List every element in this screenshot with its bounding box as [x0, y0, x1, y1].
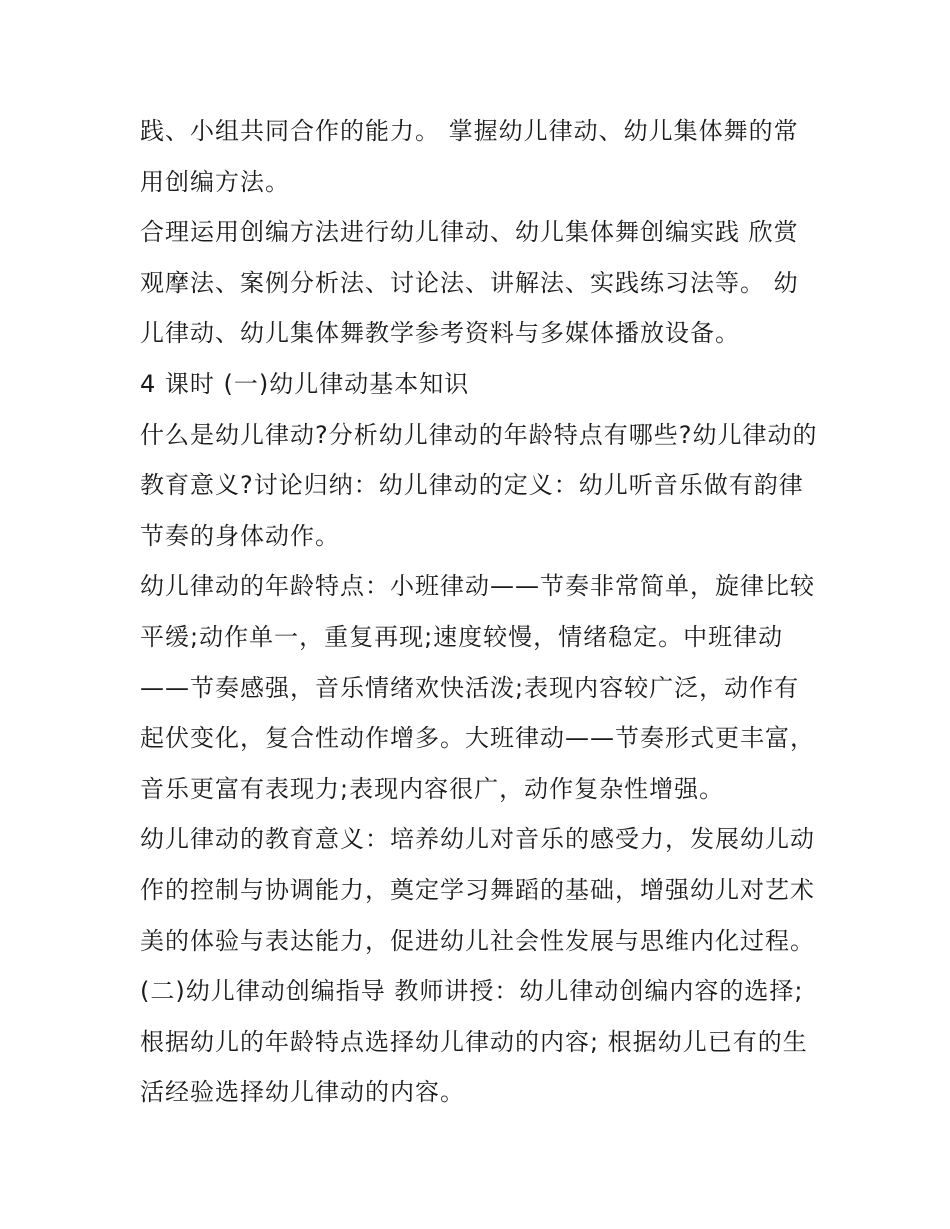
text-line: 节奏的身体动作。	[140, 521, 340, 550]
text-line: 幼儿律动的年龄特点：小班律动——节奏非常简单，旋律比较	[140, 572, 815, 601]
text-line: 根据幼儿的年龄特点选择幼儿律动的内容; 根据幼儿已有的生	[140, 1027, 808, 1056]
text-line: 观摩法、案例分析法、讨论法、讲解法、实践练习法等。 幼	[140, 268, 799, 297]
text-line: 用创编方法。	[140, 167, 290, 196]
text-line: 起伏变化，复合性动作增多。大班律动——节奏形式更丰富，	[140, 724, 815, 753]
text-line: 音乐更富有表现力;表现内容很广，动作复杂性增强。	[140, 774, 725, 803]
text-line: 幼儿律动的教育意义：培养幼儿对音乐的感受力，发展幼儿动	[140, 825, 815, 854]
text-line: 践、小组共同合作的能力。 掌握幼儿律动、幼儿集体舞的常	[140, 117, 799, 145]
text-line: 活经验选择幼儿律动的内容。	[140, 1078, 465, 1107]
text-line: 平缓;动作单一，重复再现;速度较慢，情绪稳定。中班律动	[140, 622, 784, 651]
text-line: 美的体验与表达能力，促进幼儿社会性发展与思维内化过程。	[140, 926, 815, 955]
body-text	[140, 106, 820, 1118]
text-line: 什么是幼儿律动?分析幼儿律动的年龄特点有哪些?幼儿律动的	[140, 420, 818, 449]
text-line: 教育意义?讨论归纳：幼儿律动的定义：幼儿听音乐做有韵律	[140, 471, 804, 500]
section-heading-line: (二)幼儿律动创编指导 教师讲授：幼儿律动创编内容的选择;	[140, 977, 804, 1006]
text-line: 儿律动、幼儿集体舞教学参考资料与多媒体播放设备。	[140, 319, 740, 348]
text-line: 合理运用创编方法进行幼儿律动、幼儿集体舞创编实践 欣赏	[140, 218, 799, 247]
section-heading-line: 4 课时 (一)幼儿律动基本知识	[140, 369, 470, 398]
text-line: ——节奏感强，音乐情绪欢快活泼;表现内容较广泛，动作有	[140, 673, 800, 702]
text-line: 作的控制与协调能力，奠定学习舞蹈的基础，增强幼儿对艺术	[140, 875, 815, 904]
